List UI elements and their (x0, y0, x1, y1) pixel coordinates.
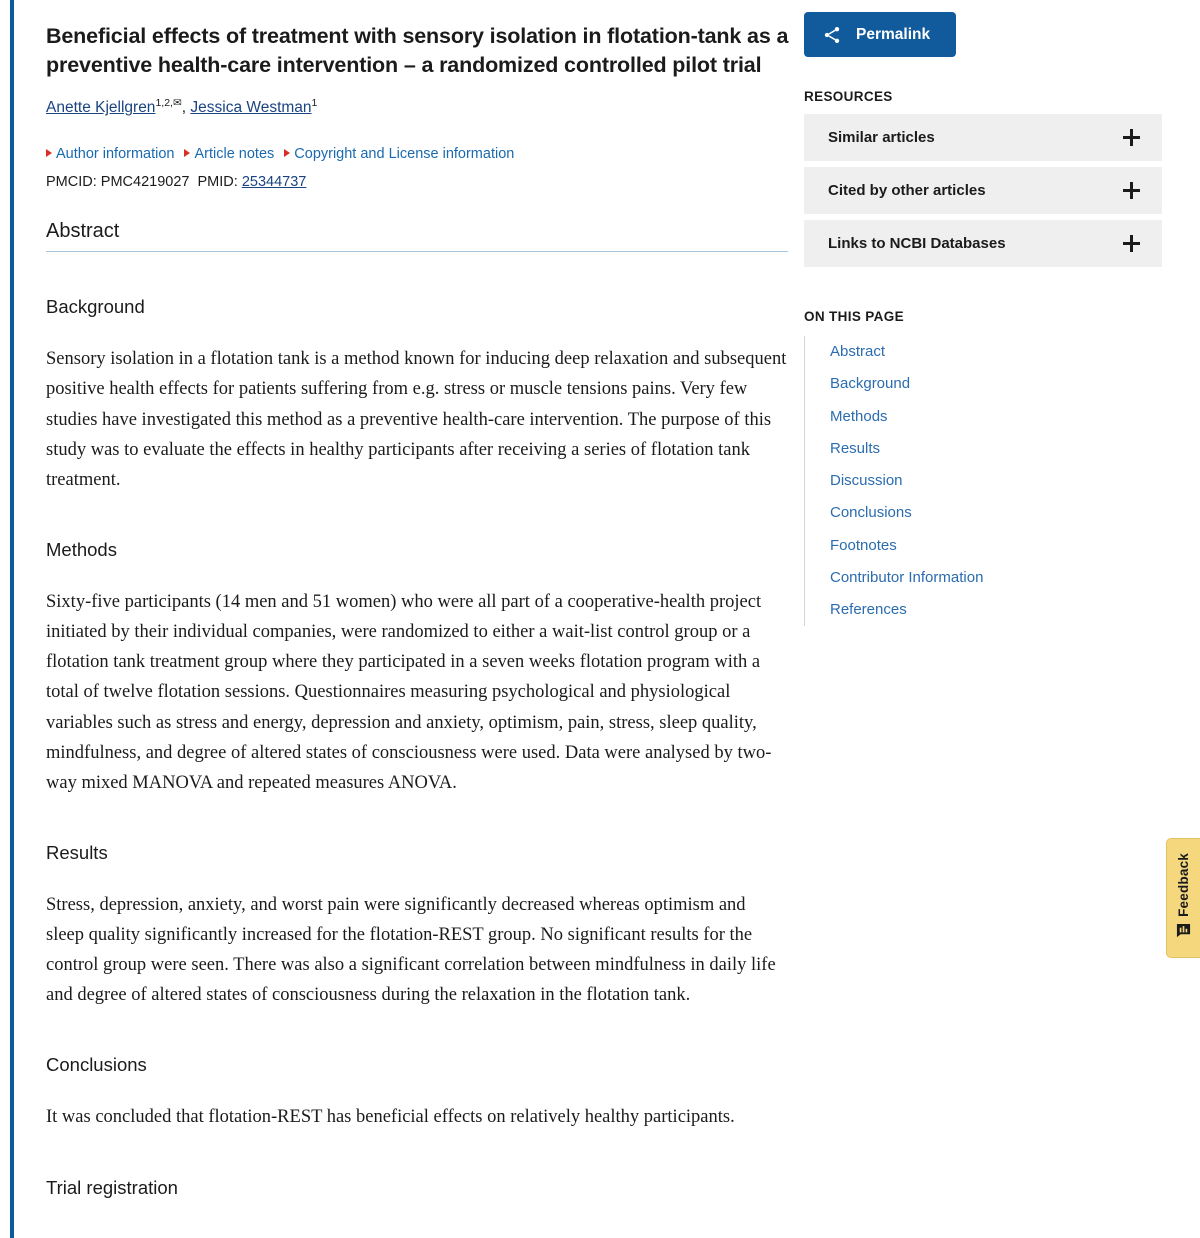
abstract-section-heading-trial-registration: Trial registration (46, 1176, 178, 1198)
list-item (805, 594, 1185, 626)
plus-icon[interactable] (1123, 182, 1140, 199)
resource-label: Cited by other articles (828, 182, 986, 199)
page-title: Beneficial effects of treatment with sensory isolation in flotation-tank as a preventive health-care intervention – a randomized controlled pilot trial (46, 24, 789, 77)
share-icon (822, 25, 842, 45)
abstract-section-text-conclusions: It was concluded that flotation-REST has beneficial effects on relatively healthy participants. (46, 1107, 735, 1128)
abstract-heading: Abstract (46, 220, 788, 252)
on-this-page-heading: ON THIS PAGE (804, 309, 904, 324)
on-this-page-nav (804, 336, 1185, 626)
copyright-license-link[interactable] (284, 146, 514, 162)
article-sidebar (790, 0, 1185, 626)
list-item (805, 497, 1185, 529)
resource-item-similar-articles[interactable] (804, 114, 1162, 161)
author-link-1[interactable]: Anette Kjellgren (46, 99, 156, 117)
author-list (46, 97, 790, 118)
toc-link-footnotes[interactable]: Footnotes (830, 536, 897, 554)
toc-link-background[interactable]: Background (830, 375, 911, 393)
feedback-tab[interactable] (1166, 838, 1200, 958)
article-notes-label: Article notes (194, 145, 275, 162)
resource-item-cited-by-other-articles[interactable] (804, 167, 1162, 214)
toc-link-references[interactable]: References (830, 601, 907, 618)
permalink-label: Permalink (856, 25, 931, 43)
abstract-section-text-methods: Sixty-five participants (14 men and 51 women) who were all part of a cooperative-health project initiated by their individual companies, were randomized to either a wait-list control group or a flotation tank treatment group where they participated in a seven weeks flotation program with a total of twelve flotation sessions. Questionnaires measuring psychological and physiological variables such as stress and energy, depression and anxiety, optimism, pain, stress, sleep quality, mindfulness, and degree of altered states of consciousness were used. Data were analysed by two-way mixed MANOVA and repeated measures ANOVA. (46, 591, 772, 793)
abstract-section-heading-conclusions: Conclusions (46, 1054, 147, 1076)
list-item (805, 433, 1185, 465)
toc-link-methods[interactable]: Methods (830, 407, 888, 425)
permalink-button[interactable] (804, 12, 956, 57)
toc-link-results[interactable]: Results (830, 439, 881, 457)
resource-label: Similar articles (828, 129, 935, 146)
article-notes-link[interactable] (184, 146, 274, 162)
pmid-link[interactable]: 25344737 (241, 174, 307, 191)
feedback-chart-icon (1176, 923, 1191, 943)
resources-accordion (804, 114, 1185, 267)
author-information-link[interactable] (46, 146, 174, 162)
list-item (805, 401, 1185, 433)
plus-icon[interactable] (1123, 235, 1140, 252)
pmcid-label: PMCID: (46, 174, 97, 191)
author-affiliation-1: 1,2,✉ (155, 97, 182, 110)
copyright-license-label: Copyright and License information (294, 145, 515, 162)
author-affiliation-2: 1 (311, 97, 318, 110)
resource-item-links-to-ncbi-databases[interactable] (804, 220, 1162, 267)
caret-right-icon (46, 149, 52, 157)
abstract-section-text-results: Stress, depression, anxiety, and worst pain were significantly decreased whereas optimism and sleep quality significantly increased for the flotation-REST group. No significant results for the control group were seen. There was also a significant correlation between mindfulness in daily life and degree of altered states of consciousness during the relaxation in the flotation tank. (46, 894, 776, 1006)
resources-heading: RESOURCES (804, 89, 893, 104)
caret-right-icon (184, 149, 190, 157)
list-item (805, 562, 1185, 594)
abstract-section-heading-results: Results (46, 841, 108, 863)
author-information-label: Author information (56, 145, 175, 162)
article-identifiers (46, 174, 790, 190)
resource-label: Links to NCBI Databases (828, 235, 1006, 252)
author-link-2[interactable]: Jessica Westman (190, 99, 312, 117)
feedback-label: Feedback (1176, 852, 1191, 917)
toc-link-discussion[interactable]: Discussion (830, 472, 903, 489)
abstract-section-heading-methods: Methods (46, 538, 117, 560)
list-item (805, 336, 1185, 368)
plus-icon[interactable] (1123, 129, 1140, 146)
list-item (805, 530, 1185, 562)
author-separator: , (181, 99, 191, 117)
pmid-label: PMID: (197, 174, 238, 191)
toc-link-contributor-information[interactable]: Contributor Information (830, 568, 984, 586)
abstract-section-heading-background: Background (46, 296, 145, 318)
list-item (805, 465, 1185, 497)
abstract-section-text-background: Sensory isolation in a flotation tank is a method known for inducing deep relaxation and subsequent positive health effects for patients suffering from e.g. stress or muscle tensions pains. Very few studies have investigated this method as a preventive health-care intervention. The purpose of this study was to evaluate the effects in healthy participants after receiving a series of flotation tank treatment. (46, 349, 787, 490)
list-item (805, 368, 1185, 400)
caret-right-icon (284, 149, 290, 157)
article-meta-links (46, 144, 790, 164)
pmcid-value: PMC4219027 (100, 174, 190, 191)
toc-link-conclusions[interactable]: Conclusions (830, 504, 912, 522)
toc-link-abstract[interactable]: Abstract (830, 343, 886, 360)
